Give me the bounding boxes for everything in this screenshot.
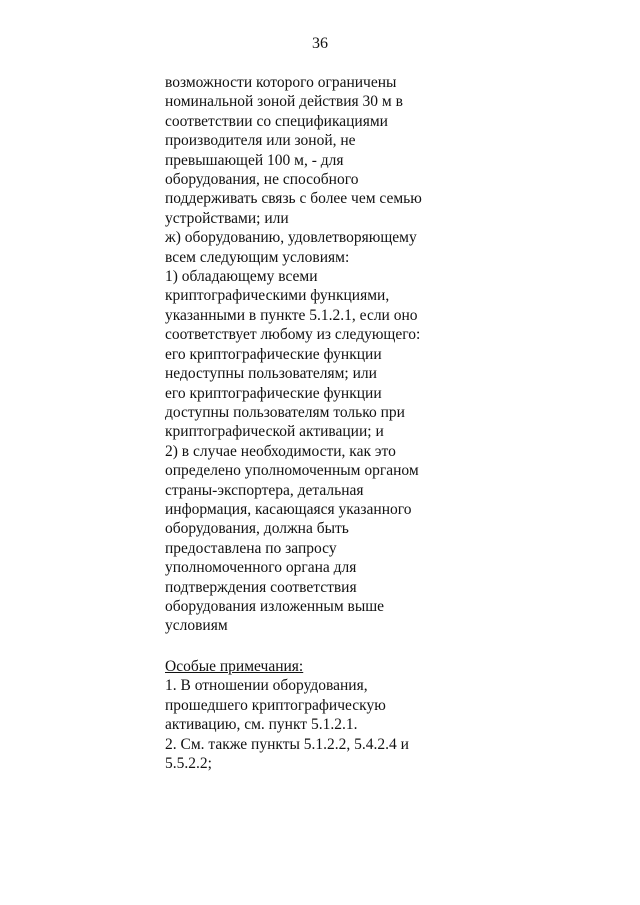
special-notes [165, 657, 445, 773]
text-line: оборудования изложенным выше [165, 597, 385, 615]
text-line: определено уполномоченным органом [165, 462, 419, 480]
body-text [165, 73, 445, 636]
text-line: криптографическими функциями, [165, 287, 390, 305]
note-line: 5.5.2.2; [165, 755, 212, 773]
text-line: криптографической активации; и [165, 423, 384, 441]
text-line: превышающей 100 м, - для [165, 151, 344, 169]
text-line: подтверждения соответствия [165, 578, 357, 596]
note-line: прошедшего криптографическую [165, 696, 386, 714]
text-line: информация, касающаяся указанного [165, 500, 412, 518]
text-line: соответствии со спецификациями [165, 112, 388, 130]
text-line: уполномоченного органа для [165, 559, 357, 577]
text-line: возможности которого ограничены [165, 74, 397, 91]
text-line: его криптографические функции [165, 384, 382, 402]
notes-heading: Особые примечания: [165, 658, 304, 675]
text-line: 2) в случае необходимости, как это [165, 442, 396, 460]
text-line: 1) обладающему всеми [165, 268, 318, 286]
text-line: указанными в пункте 5.1.2.1, если оно [165, 306, 418, 324]
text-line: оборудования, должна быть [165, 520, 349, 538]
page-number: 36 [312, 35, 328, 52]
text-line: страны-экспортера, детальная [165, 481, 364, 499]
note-line: 1. В отношении оборудования, [165, 677, 368, 695]
text-line: соответствует любому из следующего: [165, 326, 421, 344]
text-line: его криптографические функции [165, 345, 382, 363]
text-line: ж) оборудованию, удовлетворяющему [165, 229, 417, 247]
text-line: доступны пользователям только при [165, 403, 405, 421]
text-line: условиям [165, 617, 228, 635]
note-line: 2. См. также пункты 5.1.2.2, 5.4.2.4 и [165, 735, 409, 753]
note-line: активацию, см. пункт 5.1.2.1. [165, 716, 358, 734]
text-line: всем следующим условиям: [165, 248, 350, 266]
text-line: недоступны пользователям; или [165, 365, 377, 383]
text-line: производителя или зоной, не [165, 132, 356, 150]
text-line: номинальной зоной действия 30 м в [165, 93, 403, 111]
text-line: поддерживать связь с более чем семью [165, 190, 422, 208]
text-line: устройствами; или [165, 209, 289, 227]
text-line: оборудования, не способного [165, 171, 359, 189]
text-line: предоставлена по запросу [165, 539, 337, 557]
